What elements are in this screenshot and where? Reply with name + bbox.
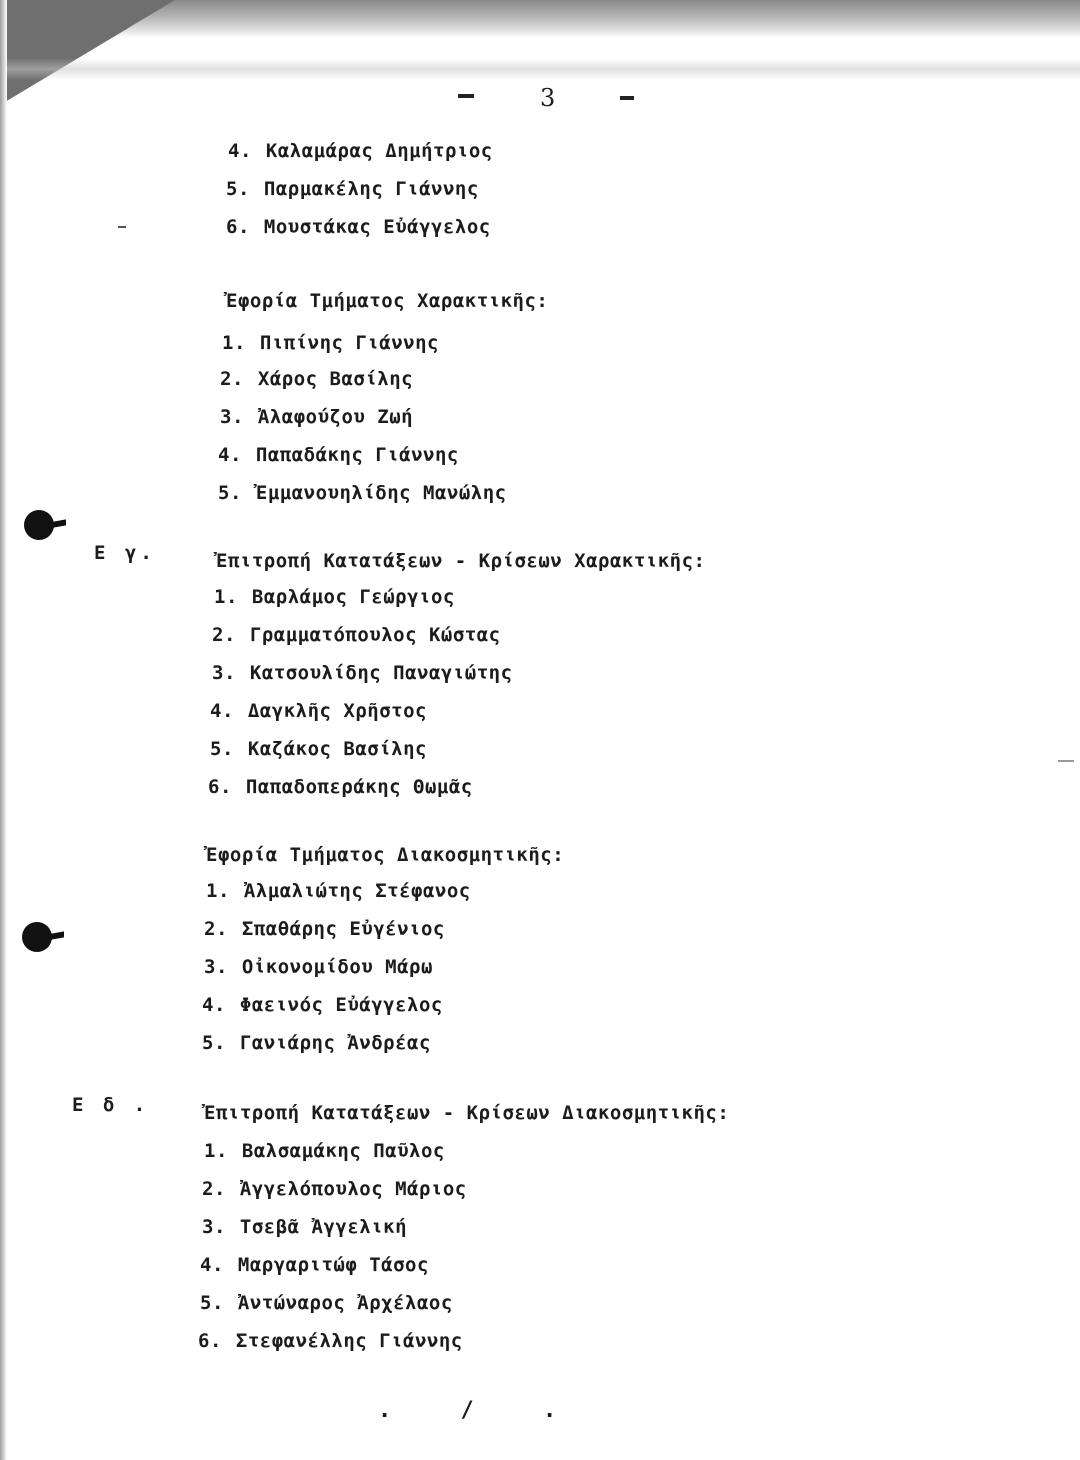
section-heading: Ἐπιτροπή Κατατάξεων - Κρίσεων Χαρακτικῆς:	[216, 550, 706, 572]
section-label: Ε γ.	[94, 542, 156, 564]
page-number-dash-right	[620, 96, 634, 100]
list-item: 6. Μουστάκας Εὐάγγελος	[226, 216, 491, 238]
list-item: 2. Γραμματόπουλος Κώστας	[212, 624, 501, 646]
list-item: 2. Ἀγγελόπουλος Μάριος	[202, 1178, 467, 1200]
section-heading: Ἐφορία Τμήματος Διακοσμητικῆς:	[206, 844, 565, 866]
list-item: 6. Παπαδοπεράκης Θωμᾶς	[208, 776, 473, 798]
list-item: 5. Ἐμμανουηλίδης Μανώλης	[218, 482, 507, 504]
list-item: 5. Ἀντώναρος Ἀρχέλαος	[200, 1292, 453, 1314]
list-item: 1. Βαρλάμος Γεώργιος	[214, 586, 455, 608]
list-item: 4. Παπαδάκης Γιάννης	[218, 444, 459, 466]
end-mark: . / .	[378, 1398, 585, 1423]
list-item: 3. Τσεβᾶ Ἀγγελική	[202, 1216, 408, 1238]
list-item: 4. Φαεινός Εὐάγγελος	[202, 994, 443, 1016]
section-heading: Ἐφορία Τμήματος Χαρακτικῆς:	[226, 290, 549, 312]
list-item: 5. Καζάκος Βασίλης	[210, 738, 427, 760]
margin-tick	[1058, 760, 1074, 762]
list-item: 1. Βαλσαμάκης Παῦλος	[204, 1140, 445, 1162]
list-item: 3. Ἀλαφούζου Ζωή	[220, 406, 414, 428]
section-label: Ε δ .	[72, 1094, 150, 1116]
margin-dash	[118, 226, 126, 228]
punch-hole-mark	[22, 922, 52, 952]
list-item: 2. Χάρος Βασίλης	[220, 368, 414, 390]
page-number: 3	[540, 84, 558, 112]
list-item: 2. Σπαθάρης Εὐγένιος	[204, 918, 445, 940]
list-item: 1. Πιπίνης Γιάννης	[222, 332, 439, 354]
list-item: 5. Παρμακέλης Γιάννης	[226, 178, 479, 200]
punch-hole-mark	[24, 510, 54, 540]
list-item: 5. Γανιάρης Ἀνδρέας	[202, 1032, 431, 1054]
list-item: 4. Μαργαριτώφ Τάσος	[200, 1254, 429, 1276]
list-item: 6. Στεφανέλλης Γιάννης	[198, 1330, 463, 1352]
list-item: 3. Οἰκονομίδου Μάρω	[204, 956, 433, 978]
section-heading: Ἐπιτροπή Κατατάξεων - Κρίσεων Διακοσμητικῆς:	[204, 1102, 730, 1124]
list-item: 4. Καλαμάρας Δημήτριος	[228, 140, 493, 162]
scan-folded-corner	[0, 0, 175, 105]
list-item: 4. Δαγκλῆς Χρῆστος	[210, 700, 427, 722]
list-item: 1. Ἀλμαλιώτης Στέφανος	[206, 880, 471, 902]
scan-left-edge	[0, 0, 7, 1460]
scan-streak	[0, 58, 1080, 80]
list-item: 3. Κατσουλίδης Παναγιώτης	[212, 662, 513, 684]
